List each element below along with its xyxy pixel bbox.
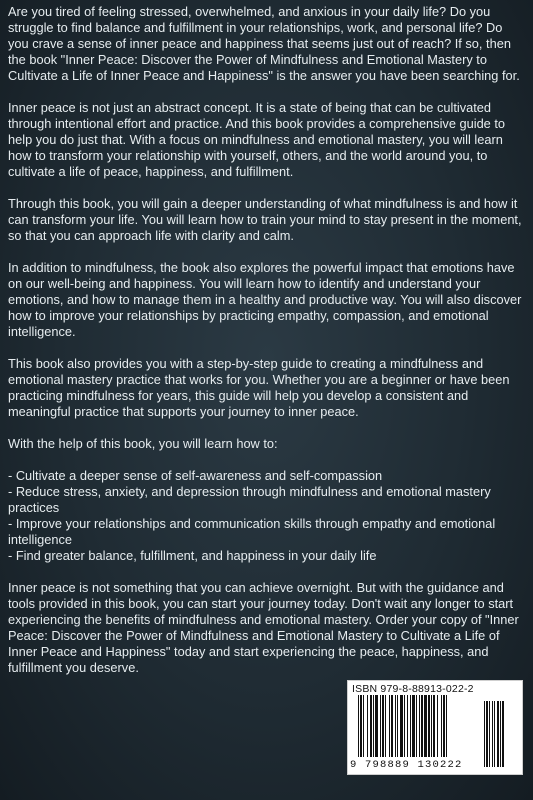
benefits-list xyxy=(8,468,526,564)
paragraph-intro: Are you tired of feeling stressed, overwhelmed, and anxious in your daily life? Do you struggle to find balance and fulfillment in your relationships, work, and personal life? Do you crave a sense of inner peace and happiness that seems just out of reach? If so, then the book "Inner Peace: Discover the Power of Mindfulness and Emotional Mastery to Cultivate a Life of Inner Peace and Happiness" is the answer you have been searching for. xyxy=(8,4,520,83)
barcode-bars-icon xyxy=(358,695,482,761)
paragraph-mindfulness: Through this book, you will gain a deeper understanding of what mindfulness is and how it can transform your life. You will learn how to train your mind to stay present in the moment, so that you can approach life with clarity and calm. xyxy=(8,196,522,243)
paragraph-practice: This book also provides you with a step-by-step guide to creating a mindfulness and emotional mastery practice that works for you. Whether you are a beginner or have been practicing mindfulness for years, this guide will help you develop a consistent and meaningful practice that supports your journey to inner peace. xyxy=(8,356,510,419)
paragraph-closing: Inner peace is not something that you can achieve overnight. But with the guidance and tools provided in this book, you can start your journey today. Don't wait any longer to start experiencing the benefits of mindfulness and emotional mastery. Order your copy of "Inner Peace: Discover the Power of Mindfulness and Emotional Mastery to Cultivate a Life of Inner Peace and Happiness" today and start experiencing the peace, happiness, and fulfillment you deserve. xyxy=(8,580,519,675)
list-item: - Cultivate a deeper sense of self-awareness and self-compassion xyxy=(8,468,383,483)
isbn-label: ISBN 979-8-88913-022-2 xyxy=(352,683,474,695)
paragraph-inner-peace: Inner peace is not just an abstract concept. It is a state of being that can be cultivated through intentional effort and practice. And this book provides a comprehensive guide to help you do just that. With a focus on mindfulness and emotional mastery, you will learn how to transform your relationship with yourself, others, and the world around you, to cultivate a life of peace, happiness, and fulfillment. xyxy=(8,100,506,179)
paragraph-emotions: In addition to mindfulness, the book also explores the powerful impact that emotions have on our well-being and happiness. You will learn how to identify and understand your emotions, and how to manage them in a healthy and productive way. You will also discover how to improve your relationships by practicing empathy, compassion, and emotional intelligence. xyxy=(8,260,522,339)
barcode-digits: 9 798889 130222 xyxy=(350,759,463,771)
paragraph-list-intro: With the help of this book, you will learn how to: xyxy=(8,436,278,451)
list-item: - Find greater balance, fulfillment, and happiness in your daily life xyxy=(8,548,377,563)
isbn-barcode xyxy=(347,680,523,775)
list-item: - Reduce stress, anxiety, and depression through mindfulness and emotional mastery practices xyxy=(8,484,491,515)
back-cover-description xyxy=(8,4,526,692)
list-item: - Improve your relationships and communication skills through empathy and emotional intelligence xyxy=(8,516,496,547)
barcode-addon-icon xyxy=(484,695,514,767)
